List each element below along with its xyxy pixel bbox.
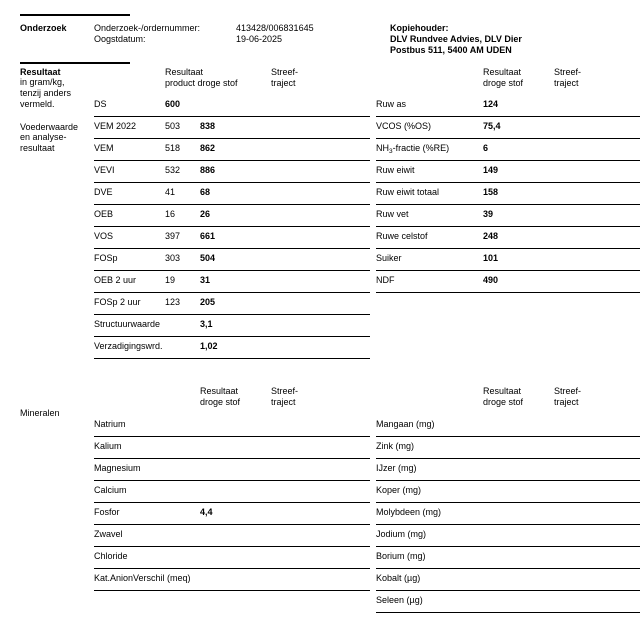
left-streef-header-1: Streef- xyxy=(271,67,299,77)
units-line-1: in gram/kg, xyxy=(20,77,65,87)
row-label: NDF xyxy=(376,275,395,285)
row-label: VOS xyxy=(94,231,114,241)
table-row xyxy=(376,270,640,293)
onderzoek-label: Onderzoek xyxy=(20,23,67,33)
table-row xyxy=(376,160,640,183)
row-ds-value: 862 xyxy=(200,143,216,153)
row-label: Molybdeen (mg) xyxy=(376,507,442,517)
resultaat-title: Resultaat xyxy=(20,67,61,77)
min-right-result-header-2: droge stof xyxy=(483,397,524,407)
table-row xyxy=(94,292,370,315)
row-label: DVE xyxy=(94,187,113,197)
row-ds-value: 26 xyxy=(200,209,211,219)
row-label: Suiker xyxy=(376,253,402,263)
row-label: Ruw vet xyxy=(376,209,409,219)
row-label: VEVI xyxy=(94,165,115,175)
table-row xyxy=(376,182,640,205)
min-right-streef-header-2: traject xyxy=(554,397,579,407)
header-top-rule xyxy=(20,14,130,16)
units-line-3: vermeld. xyxy=(20,99,55,109)
table-row xyxy=(94,116,370,139)
oogstdatum-value: 19-06-2025 xyxy=(236,34,283,44)
nh3-label-pre: NH xyxy=(376,143,389,153)
row-label: OEB 2 uur xyxy=(94,275,137,285)
ordernummer-label: Onderzoek-/ordernummer: xyxy=(94,23,201,33)
row-ds-value: 504 xyxy=(200,253,216,263)
row-value: 75,4 xyxy=(483,121,501,131)
table-row xyxy=(376,248,640,271)
row-product-value: 503 xyxy=(165,121,181,131)
kopiehouder-label: Kopiehouder: xyxy=(390,23,449,33)
row-label: Magnesium xyxy=(94,463,141,473)
row-label: Seleen (µg) xyxy=(376,595,423,605)
row-label: Structuurwaarde xyxy=(94,319,161,329)
table-row xyxy=(376,204,640,227)
table-row xyxy=(376,226,640,249)
resultaat-top-rule xyxy=(20,62,130,64)
row-ds-value: 31 xyxy=(200,275,211,285)
row-label: Koper (mg) xyxy=(376,485,422,495)
right-result-header-1: Resultaat xyxy=(483,67,522,77)
table-row xyxy=(94,138,370,161)
table-row xyxy=(94,480,370,503)
table-row xyxy=(94,314,370,337)
table-row xyxy=(94,270,370,293)
table-row xyxy=(376,546,640,569)
row-label: OEB xyxy=(94,209,114,219)
table-row xyxy=(94,524,370,547)
table-row xyxy=(94,568,370,591)
row-label: Ruw eiwit xyxy=(376,165,415,175)
row-label: Jodium (mg) xyxy=(376,529,427,539)
table-row xyxy=(376,502,640,525)
row-label: Kat.AnionVerschil (meq) xyxy=(94,573,191,583)
table-row xyxy=(94,436,370,459)
table-row xyxy=(376,414,640,437)
left-result-header-1: Resultaat xyxy=(165,67,204,77)
row-value: 124 xyxy=(483,99,499,109)
min-left-result-header-2: droge stof xyxy=(200,397,241,407)
table-row xyxy=(376,436,640,459)
table-row xyxy=(94,458,370,481)
row-product-value: 518 xyxy=(165,143,181,153)
row-label: FOSp 2 uur xyxy=(94,297,141,307)
right-streef-header-2: traject xyxy=(554,78,579,88)
table-row xyxy=(376,458,640,481)
row-value: 39 xyxy=(483,209,494,219)
row-product-value: 303 xyxy=(165,253,181,263)
voederwaarde-line-2: en analyse- xyxy=(20,132,67,142)
oogstdatum-label: Oogstdatum: xyxy=(94,34,146,44)
row-ds-value: 661 xyxy=(200,231,216,241)
row-value: 4,4 xyxy=(200,507,213,517)
min-left-streef-header-2: traject xyxy=(271,397,296,407)
mineralen-title: Mineralen xyxy=(20,408,60,418)
min-right-result-header-1: Resultaat xyxy=(483,386,522,396)
row-label: Natrium xyxy=(94,419,126,429)
units-line-2: tenzij anders xyxy=(20,88,72,98)
row-label: VEM xyxy=(94,143,114,153)
voederwaarde-line-3: resultaat xyxy=(20,143,55,153)
table-row xyxy=(376,480,640,503)
row-product-value: 397 xyxy=(165,231,181,241)
table-row xyxy=(376,138,640,161)
row-label: Chloride xyxy=(94,551,128,561)
row-label: DS xyxy=(94,99,107,109)
row-label: FOSp xyxy=(94,253,118,263)
row-value: 248 xyxy=(483,231,499,241)
table-row xyxy=(94,502,370,525)
row-product-value: 41 xyxy=(165,187,176,197)
kopiehouder-name: DLV Rundvee Advies, DLV Dier xyxy=(390,34,522,44)
table-row xyxy=(94,414,370,437)
row-ds-value: 68 xyxy=(200,187,211,197)
row-value: 490 xyxy=(483,275,499,285)
table-row xyxy=(376,524,640,547)
left-result-header-2: product droge stof xyxy=(165,78,238,88)
right-streef-header-1: Streef- xyxy=(554,67,582,77)
table-row xyxy=(94,204,370,227)
left-streef-header-2: traject xyxy=(271,78,296,88)
row-label xyxy=(376,143,449,157)
table-row xyxy=(376,568,640,591)
nh3-label-sub: 3 xyxy=(389,148,393,155)
row-product-value: 19 xyxy=(165,275,176,285)
row-label: VCOS (%OS) xyxy=(376,121,432,131)
row-label: Zink (mg) xyxy=(376,441,414,451)
row-value: 101 xyxy=(483,253,499,263)
table-row xyxy=(94,546,370,569)
table-row xyxy=(376,590,640,613)
nh3-label-post: -fractie (%RE) xyxy=(392,143,450,153)
row-ds-value: 3,1 xyxy=(200,319,213,329)
row-product-value: 123 xyxy=(165,297,181,307)
row-label: VEM 2022 xyxy=(94,121,137,131)
voederwaarde-line-1: Voederwaarde xyxy=(20,122,79,132)
table-row xyxy=(94,94,370,117)
min-left-streef-header-1: Streef- xyxy=(271,386,299,396)
row-product-value: 600 xyxy=(165,99,181,109)
table-row xyxy=(94,160,370,183)
min-left-result-header-1: Resultaat xyxy=(200,386,239,396)
kopiehouder-address: Postbus 511, 5400 AM UDEN xyxy=(390,45,512,55)
row-ds-value: 838 xyxy=(200,121,216,131)
row-label: Verzadigingswrd. xyxy=(94,341,163,351)
row-label: Kobalt (µg) xyxy=(376,573,421,583)
table-row xyxy=(94,336,370,359)
row-ds-value: 1,02 xyxy=(200,341,218,351)
row-label: IJzer (mg) xyxy=(376,463,417,473)
right-result-header-2: droge stof xyxy=(483,78,524,88)
row-ds-value: 205 xyxy=(200,297,216,307)
row-value: 6 xyxy=(483,143,489,153)
row-label: Ruwe celstof xyxy=(376,231,428,241)
row-value: 149 xyxy=(483,165,499,175)
row-label: Ruw as xyxy=(376,99,407,109)
table-row xyxy=(376,116,640,139)
ordernummer-value: 413428/006831645 xyxy=(236,23,314,33)
row-ds-value: 886 xyxy=(200,165,216,175)
row-product-value: 532 xyxy=(165,165,181,175)
min-right-streef-header-1: Streef- xyxy=(554,386,582,396)
row-label: Kalium xyxy=(94,441,122,451)
row-label: Zwavel xyxy=(94,529,123,539)
row-product-value: 16 xyxy=(165,209,176,219)
row-label: Borium (mg) xyxy=(376,551,426,561)
row-label: Ruw eiwit totaal xyxy=(376,187,440,197)
row-value: 158 xyxy=(483,187,499,197)
table-row xyxy=(376,94,640,117)
table-row xyxy=(94,226,370,249)
table-row xyxy=(94,182,370,205)
row-label: Fosfor xyxy=(94,507,120,517)
row-label: Mangaan (mg) xyxy=(376,419,435,429)
table-row xyxy=(94,248,370,271)
row-label: Calcium xyxy=(94,485,127,495)
